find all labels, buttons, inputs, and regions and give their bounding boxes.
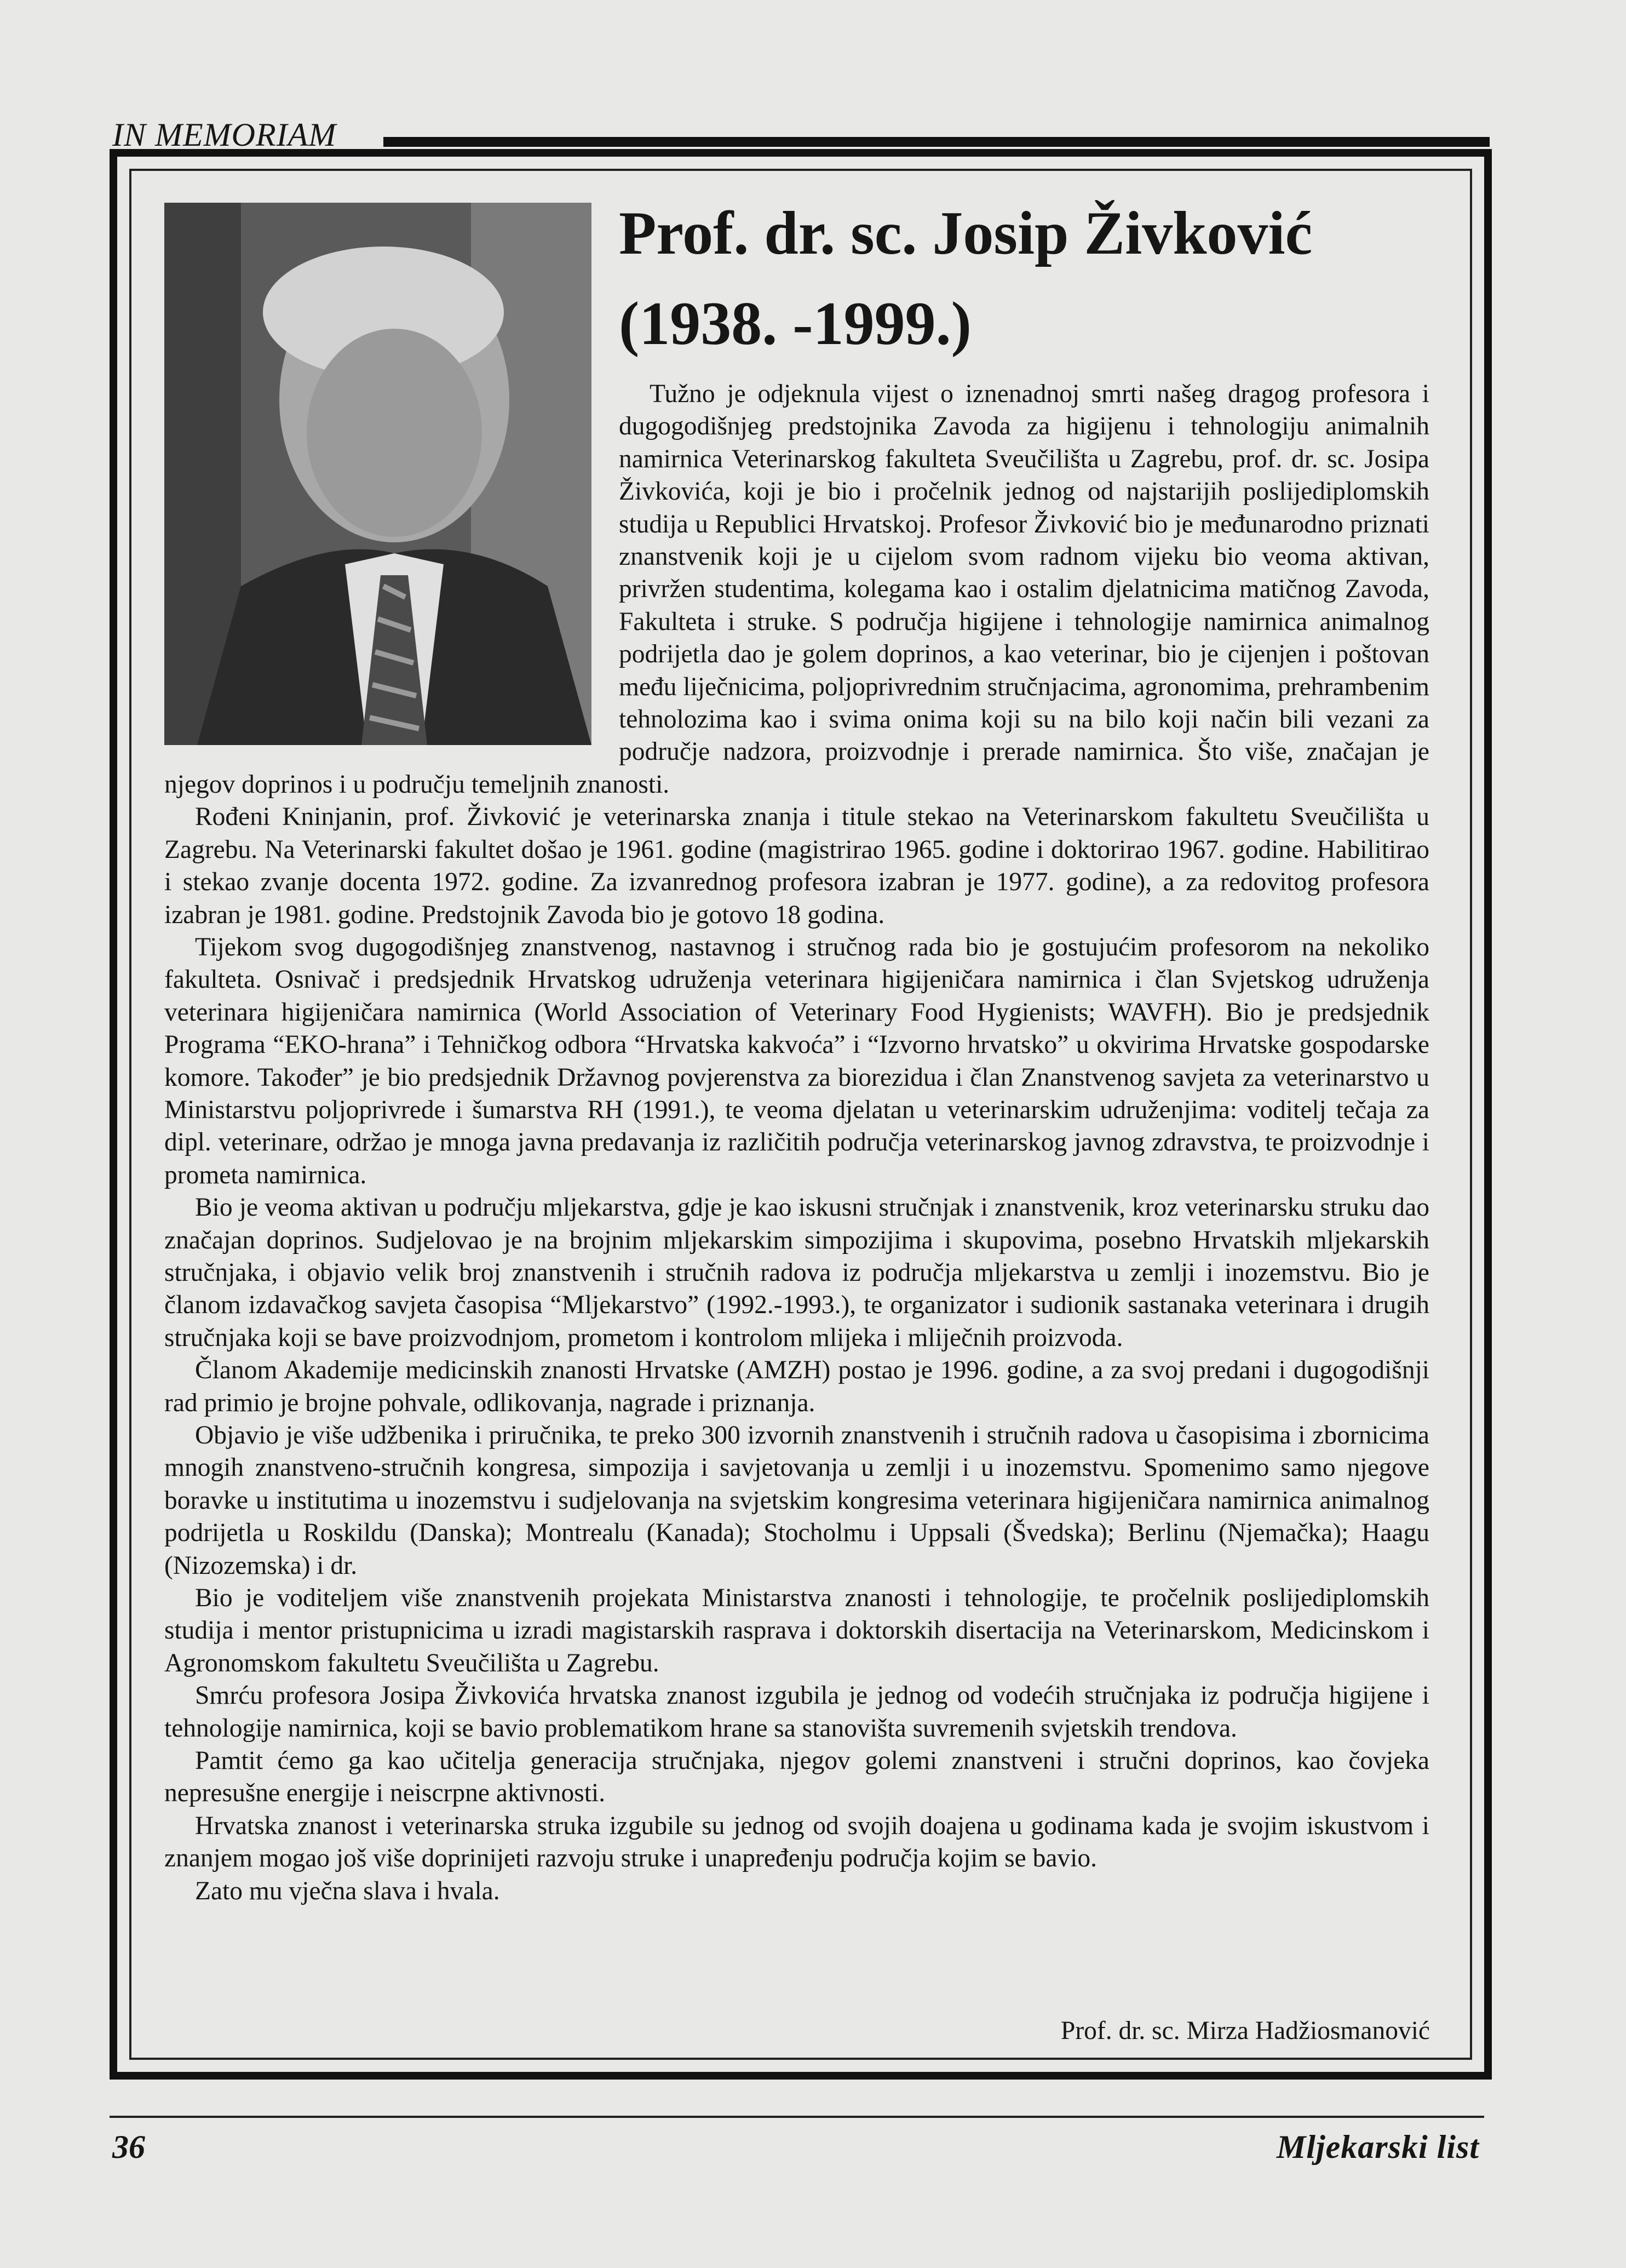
paragraph: Smrću profesora Josipa Živkovića hrvatska znanost izgubila je jednog od vodećih stručnjaka iz područja higijene i tehnologije namirnica, koji se bavio problematikom hrane sa stanovišta suvremenih svjetskih trendova.: [164, 1681, 1429, 1743]
section-label: IN MEMORIAM: [112, 117, 337, 153]
paragraph: Objavio je više udžbenika i priručnika, te preko 300 izvornih znanstvenih i stručnih radova u časopisima i zbornicima mnogih znanstveno-stručnih kongresa, simpozija i savjetovanja u zemlji i u inozemstvu. Spomenimo samo njegove boravke u institutima u inozemstvu i sudjelovanja na svjetskim kongresima veterinara higijeničara namirnica animalnog podrijetla u Roskildu (Danska); Montrealu (Kanada); Stocholmu i Uppsali (Švedska); Berlinu (Njemačka); Haagu (Nizozemska) i dr.: [164, 1421, 1429, 1580]
paragraph: Bio je voditeljem više znanstvenih projekata Ministarstva znanosti i tehnologije, te pročelnik poslijediplomskih studija i mentor pristupnicima u izradi magistarskih rasprava i doktorskih disertacija na Veterinarskom, Medicinskom i Agronomskom fakultetu Sveučilišta u Zagrebu.: [164, 1584, 1429, 1677]
paragraph: Bio je veoma aktivan u području mljekarstva, gdje je kao iskusni stručnjak i znanstvenik, kroz veterinarsku struku dao značajan doprinos. Sudjelovao je na brojnim mljekarskim simpozijima i skupovima, posebno Hrvatskih mljekarskih stručnjaka, i objavio velik broj znanstvenih i stručnih radova iz područja mljekarstva u zemlji i inozemstvu. Bio je članom izdavačkog savjeta časopisa “Mljekarstvo” (1992.-1993.), te organizator i sudionik sastanaka veterinara i drugih stručnjaka koji se bave proizvodnjom, prometom i kontrolom mlijeka i mliječnih proizvoda.: [164, 1193, 1429, 1352]
paragraph: Pamtit ćemo ga kao učitelja generacija stručnjaka, njegov golemi znanstveni i stručni doprinos, kao čovjeka nepresušne energije i neiscrpne aktivnosti.: [164, 1746, 1429, 1808]
page-number: 36: [112, 2129, 145, 2165]
paragraph: Članom Akademije medicinskih znanosti Hrvatske (AMZH) postao je 1996. godine, a za svoj predani i dugogodišnji rad primio je brojne pohvale, odlikovanja, nagrade i priznanja.: [164, 1356, 1429, 1417]
paragraph: Tijekom svog dugogodišnjeg znanstvenog, nastavnog i stručnog rada bio je gostujućim profesorom na nekoliko fakulteta. Osnivač i predsjednik Hrvatskog udruženja veterinara higijeničara namirnica i član Svjetskog udruženja veterinara higijeničara namirnica (World Association of Veterinary Food Hygienists; WAVFH). Bio je predsjednik Programa “EKO-hrana” i Tehničkog odbora “Hrvatska kakvoća” i “Izvorno hrvatsko” u okvirima Hrvatske gospodarske komore. Također” je bio predsjednik Državnog povjerenstva za biorezidua i član Znanstvenog savjeta za veterinarstvo u Ministarstvu poljoprivrede i šumarstva RH (1991.), te veoma djelatan u veterinarskim udruženjima: voditelj tečaja za dipl. veterinare, održao je mnoga javna predavanja iz različitih područja veterinarskog javnog zdravstva, te proizvodnje i prometa namirnica.: [164, 932, 1429, 1189]
author-signature: Prof. dr. sc. Mirza Hadžiosmanović: [1060, 2017, 1430, 2045]
paragraph: Rođeni Kninjanin, prof. Živković je veterinarska znanja i titule stekao na Veterinarskom fakultetu Sveučilišta u Zagrebu. Na Veterinarski fakultet došao je 1961. godine (magistrirao 1965. godine i doktorirao 1967. godine. Habilitirao i stekao zvanje docenta 1972. godine. Za izvanrednog profesora izabran je 1977. godine), a za redovitog profesora izabran je 1981. godine. Predstojnik Zavoda bio je gotovo 18 godina.: [164, 803, 1429, 929]
footer-rule: [110, 2116, 1484, 2118]
article-body: [164, 378, 1429, 1908]
paragraph: Hrvatska znanost i veterinarska struka izgubile su jednog od svojih doajena u godinama kada je svojim iskustvom i znanjem mogao još više doprinijeti razvoju struke i unapređenju područja kojim se bavio.: [164, 1811, 1429, 1873]
article-title-years: (1938. -1999.): [619, 290, 972, 358]
journal-name: Mljekarski list: [1276, 2129, 1479, 2165]
paragraph: Tužno je odjeknula vijest o iznenadnoj smrti našeg dragog profesora i dugogodišnjeg predstojnika Zavoda za higijenu i tehnologiju animalnih namirnica Veterinarskog fakulteta Sveučilišta u Zagrebu, prof. dr. sc. Josipa Živkovića, koji je bio i pročelnik jednog od najstarijih poslijediplomskih studija u Republici Hrvatskoj. Profesor Živković bio je međunarodno priznati znanstvenik koji je u cijelom svom radnom vijeku bio veoma aktivan, privržen studentima, kolegama kao i ostalim djelatnicima matičnog Zavoda, Fakulteta i struke. S područja higijene i tehnologije namirnica animalnog podrijetla dao je golem doprinos, a kao veterinar, bio je cijenjen i poštovan među liječnicima, poljoprivrednim stručnjacima, agronomima, prehrambenim tehnolozima kao i svima onima koji su na bilo koji način bili vezani za područje nadzora, proizvodnje i prerade namirnica. Što više, značajan je njegov doprinos i u području temeljnih znanosti.: [164, 380, 1429, 799]
article-title-name: Prof. dr. sc. Josip Živković: [619, 199, 1313, 267]
paragraph: Zato mu vječna slava i hvala.: [195, 1876, 500, 1905]
photo-wrap-spacer: [164, 378, 619, 756]
header-rule: [383, 137, 1490, 147]
